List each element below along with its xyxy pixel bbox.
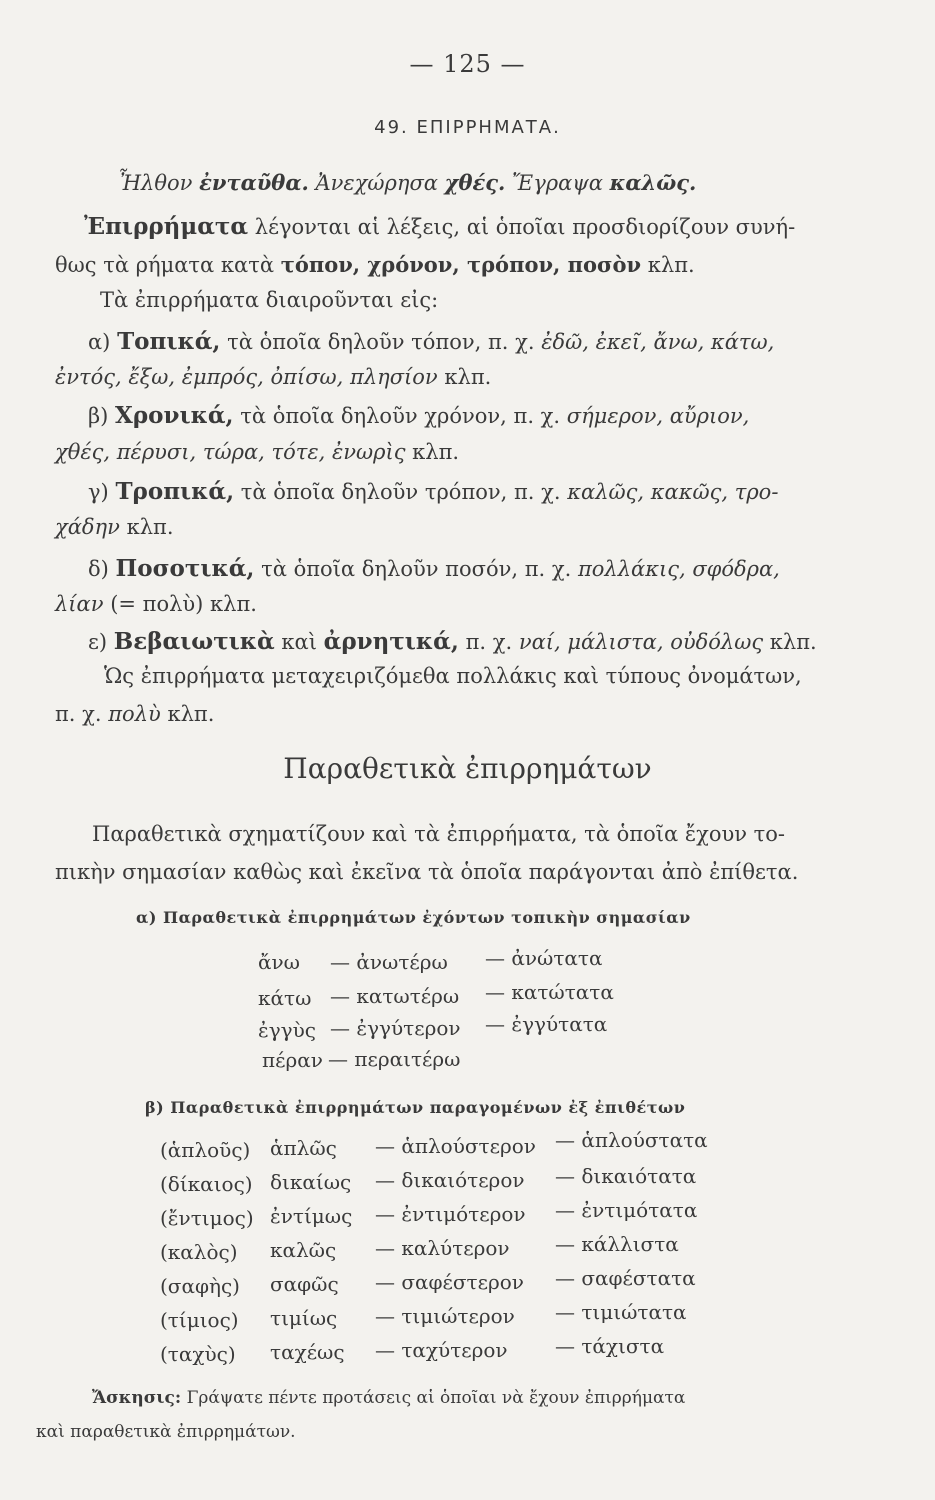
- category-e-line: [88, 628, 817, 655]
- exercise-label: Ἄσκησις:: [92, 1388, 182, 1408]
- local-table-cell: — κατώτατα: [485, 980, 614, 1004]
- section-b-title: β) Παραθετικὰ ἐπιρρημάτων παραγομένων ἐξ ἐπιθέτων: [145, 1098, 686, 1117]
- category-examples: καλῶς, κακῶς, τρο-: [567, 480, 779, 504]
- local-table-cell: — ἀνώτατα: [485, 946, 603, 970]
- local-table-cell: — ἐγγύτερον: [330, 1016, 461, 1040]
- label: γ): [88, 480, 109, 504]
- exercise-line-1: [92, 1388, 685, 1408]
- example-word: ἐνταῦθα.: [199, 170, 309, 195]
- note-example: πολὺ: [108, 702, 161, 726]
- definition-terms: τόπον, χρόνον, τρόπον, ποσὸν: [280, 252, 642, 277]
- category-examples: ἐντός, ἔξω, ἐμπρός, ὀπίσω, πλησίον: [55, 365, 438, 389]
- definition-text: κλπ.: [647, 253, 695, 277]
- adj-table-cell: — σαφέστατα: [555, 1266, 696, 1290]
- definition-text: θως τὰ ρήματα κατὰ: [55, 253, 275, 277]
- adj-table-cell: — ἁπλούστερον: [375, 1134, 536, 1158]
- subtitle: Παραθετικὰ ἐπιρρημάτων: [283, 752, 652, 785]
- category-name: Ποσοτικά,: [115, 555, 255, 582]
- category-c-line-2: [55, 515, 174, 539]
- exercise-text: Γράψατε πέντε προτάσεις αἱ ὁποῖαι νὰ ἔχουν ἐπιρρήματα: [186, 1388, 686, 1408]
- local-table-cell: — κατωτέρω: [330, 984, 460, 1008]
- adj-table-cell: τιμίως: [270, 1306, 338, 1330]
- adj-table-cell: ἁπλῶς: [270, 1136, 337, 1160]
- category-b-line-1: [88, 402, 749, 429]
- category-name: Τοπικά,: [117, 328, 221, 355]
- category-c-line-1: [88, 478, 778, 505]
- conjunction: καὶ: [281, 630, 317, 654]
- etc: κλπ.: [126, 515, 174, 539]
- adj-table-cell: — κάλλιστα: [555, 1232, 679, 1256]
- category-examples: λίαν: [55, 592, 104, 616]
- chapter-title: 49. ΕΠΙΡΡΗΜΑΤΑ.: [374, 117, 561, 138]
- adj-table-cell: — ἐντιμότερον: [375, 1202, 526, 1226]
- local-table-cell: ἄνω: [258, 950, 300, 974]
- adj-table-cell: καλῶς: [270, 1238, 337, 1262]
- example-word: Ἀνεχώρησα: [315, 171, 438, 195]
- definition-line-1: [84, 213, 795, 240]
- adj-table-cell: σαφῶς: [270, 1272, 339, 1296]
- category-examples: χθές, πέρυσι, τώρα, τότε, ἐνωρὶς: [55, 440, 406, 464]
- adj-table-cell: — τάχιστα: [555, 1334, 665, 1358]
- adj-table-cell: — ἁπλούστατα: [555, 1128, 708, 1152]
- local-table-cell: πέραν: [262, 1048, 323, 1072]
- category-name: ἀρνητικά,: [323, 628, 459, 655]
- example-word: χθές.: [444, 170, 506, 195]
- adj-table-cell: (ταχὺς): [160, 1342, 236, 1366]
- adj-table-cell: (δίκαιος): [160, 1172, 253, 1196]
- comp-intro-line-1: Παραθετικὰ σχηματίζουν καὶ τὰ ἐπιρρήματα, τὰ ὁποῖα ἔχουν το-: [92, 822, 786, 846]
- local-table-cell: κάτω: [258, 986, 312, 1010]
- local-table-cell: — περαιτέρω: [328, 1047, 461, 1071]
- category-examples: πολλάκις, σφόδρα,: [577, 557, 780, 581]
- local-table-cell: — ἐγγύτατα: [485, 1012, 608, 1036]
- local-table-cell: ἐγγὺς: [258, 1018, 316, 1042]
- category-name: Χρονικά,: [115, 402, 234, 429]
- adj-table-cell: — δικαιότατα: [555, 1164, 697, 1188]
- adj-table-cell: ἐντίμως: [270, 1204, 353, 1228]
- label: α): [88, 330, 111, 354]
- note-text: π. χ.: [55, 702, 102, 726]
- adj-table-cell: — καλύτερον: [375, 1236, 510, 1260]
- page-number: — 125 —: [409, 50, 526, 78]
- nouns-note-line-2: [55, 702, 214, 726]
- label: β): [88, 404, 109, 428]
- label: ε): [88, 630, 108, 654]
- etc: κλπ.: [769, 630, 817, 654]
- adj-table-cell: (καλὸς): [160, 1240, 238, 1264]
- example-word: καλῶς.: [609, 170, 697, 195]
- category-b-line-2: [55, 440, 459, 464]
- adj-table-cell: — ταχύτερον: [375, 1338, 508, 1362]
- division-line: Τὰ ἐπιρρήματα διαιροῦνται εἰς:: [100, 288, 439, 312]
- category-desc: π. χ.: [465, 630, 513, 654]
- exercise-line-2: καὶ παραθετικὰ ἐπιρρημάτων.: [36, 1422, 296, 1442]
- definition-line-2: [55, 252, 695, 277]
- local-table-cell: — ἀνωτέρω: [330, 950, 448, 974]
- adj-table-cell: — δικαιότερον: [375, 1168, 525, 1192]
- adj-table-cell: (ἔντιμος): [160, 1206, 254, 1230]
- category-d-line-1: [88, 555, 780, 582]
- category-desc: τὰ ὁποῖα δηλοῦν χρόνον, π. χ.: [240, 404, 561, 428]
- example-word: Ἦλθον: [118, 171, 193, 195]
- adj-table-cell: (ἁπλοῦς): [160, 1138, 251, 1162]
- example-word: Ἔγραψα: [512, 171, 603, 195]
- category-name: Τροπικά,: [115, 478, 235, 505]
- adj-table-cell: (σαφὴς): [160, 1274, 240, 1298]
- adj-table-cell: (τίμιος): [160, 1308, 239, 1332]
- adj-table-cell: ταχέως: [270, 1340, 345, 1364]
- adj-table-cell: — ἐντιμότατα: [555, 1198, 698, 1222]
- adj-table-cell: — σαφέστερον: [375, 1270, 524, 1294]
- etc: (= πολὺ) κλπ.: [110, 592, 257, 616]
- category-desc: τὰ ὁποῖα δηλοῦν τόπον, π. χ.: [227, 330, 535, 354]
- adj-table-cell: — τιμιώτατα: [555, 1300, 687, 1324]
- category-desc: τὰ ὁποῖα δηλοῦν ποσόν, π. χ.: [261, 557, 572, 581]
- adj-table-cell: δικαίως: [270, 1170, 352, 1194]
- category-examples: χάδην: [55, 515, 120, 539]
- label: δ): [88, 557, 109, 581]
- definition-text: λέγονται αἱ λέξεις, αἱ ὁποῖαι προσδιορίζουν συνή-: [254, 215, 796, 239]
- category-examples: σήμερον, αὔριον,: [566, 404, 750, 428]
- etc: κλπ.: [444, 365, 492, 389]
- category-d-line-2: [55, 592, 257, 616]
- category-examples: ναί, μάλιστα, οὐδόλως: [518, 630, 764, 654]
- nouns-note-line-1: Ὡς ἐπιρρήματα μεταχειριζόμεθα πολλάκις καὶ τύπους ὀνομάτων,: [104, 664, 802, 688]
- note-text: κλπ.: [167, 702, 215, 726]
- etc: κλπ.: [412, 440, 460, 464]
- category-a-line-2: [55, 365, 491, 389]
- adj-table-cell: — τιμιώτερον: [375, 1304, 515, 1328]
- term: Ἐπιρρήματα: [84, 213, 249, 240]
- category-desc: τὰ ὁποῖα δηλοῦν τρόπον, π. χ.: [240, 480, 561, 504]
- category-a-line-1: [88, 328, 774, 355]
- example-sentences: [118, 170, 696, 195]
- comp-intro-line-2: πικὴν σημασίαν καθὼς καὶ ἐκεῖνα τὰ ὁποῖα παράγονται ἀπὸ ἐπίθετα.: [55, 860, 799, 884]
- category-name: Βεβαιωτικὰ: [113, 628, 275, 655]
- section-a-title: α) Παραθετικὰ ἐπιρρημάτων ἐχόντων τοπικὴν σημασίαν: [136, 908, 691, 927]
- category-examples: ἐδῶ, ἐκεῖ, ἄνω, κάτω,: [541, 330, 775, 354]
